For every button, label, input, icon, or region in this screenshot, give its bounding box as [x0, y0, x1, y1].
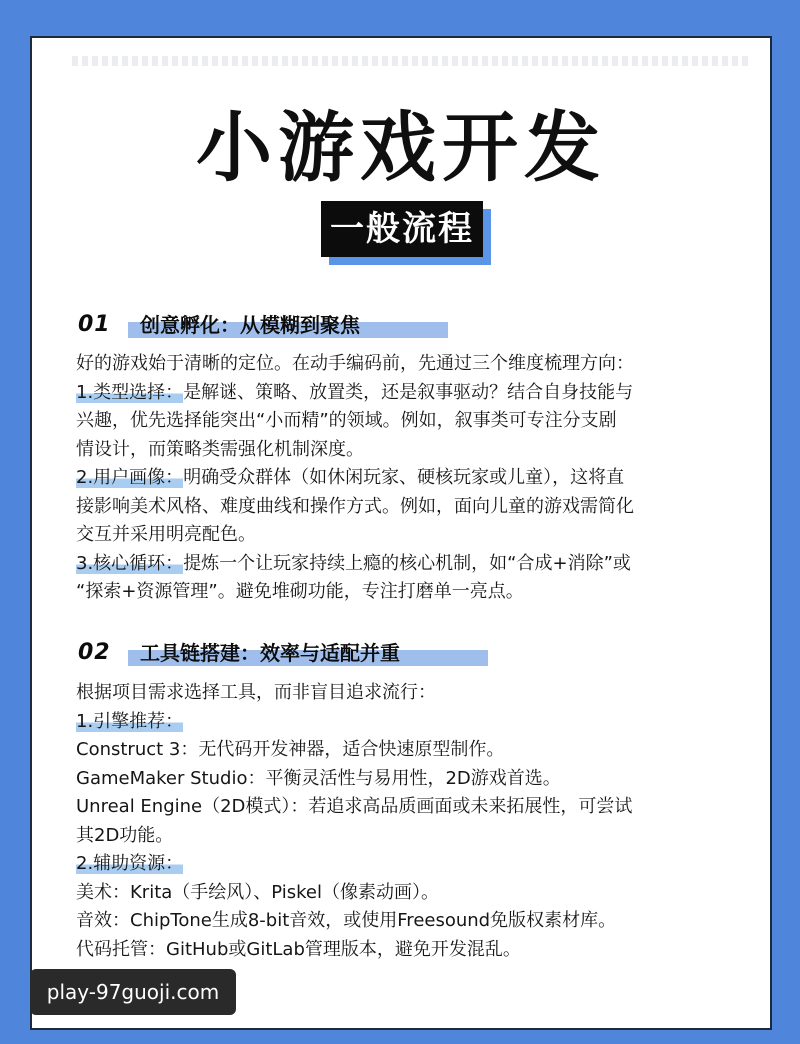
section-number: 01 — [78, 312, 111, 337]
engine-item: 其2D功能。 — [76, 824, 174, 846]
section-intro: 根据项目需求选择工具，而非盲目追求流行： — [76, 682, 436, 703]
section-01-body — [76, 350, 746, 607]
decorative-dash-row — [72, 56, 748, 66]
item-label: 3.核心循环： — [76, 552, 184, 574]
list-item — [76, 550, 746, 579]
section-title: 工具链搭建：效率与适配并重 — [140, 641, 400, 665]
page-title: 小游戏开发 — [196, 103, 606, 192]
item-label: 2.辅助资源： — [76, 853, 184, 874]
item-text: 情设计，而策略类需强化机制深度。 — [76, 438, 364, 460]
resource-item: 美术：Krita（手绘风）、Piskel（像素动画）。 — [76, 881, 439, 903]
poster-card — [30, 36, 772, 1030]
subtitle-badge — [321, 201, 491, 263]
item-label: 1.引擎推荐： — [76, 710, 184, 732]
section-01-header — [78, 310, 458, 340]
item-text: “探索+资源管理”。避免堆砌功能，专注打磨单一亮点。 — [76, 581, 524, 602]
section-title: 创意孵化：从模糊到聚焦 — [140, 313, 360, 337]
subtitle: 一般流程 — [321, 201, 483, 257]
list-item — [76, 708, 746, 737]
list-item — [76, 379, 746, 408]
item-text: 交互并采用明亮配色。 — [76, 524, 256, 545]
item-text: 提炼一个让玩家持续上瘾的核心机制，如“合成+消除”或 — [183, 552, 631, 574]
item-text: 是解谜、策略、放置类，还是叙事驱动？结合自身技能与 — [183, 381, 634, 403]
item-text: 明确受众群体（如休闲玩家、硬核玩家或儿童），这将直 — [183, 467, 625, 488]
item-label: 2.用户画像： — [76, 467, 184, 488]
engine-item: GameMaker Studio：平衡灵活性与易用性，2D游戏首选。 — [76, 767, 561, 789]
section-02-header — [78, 638, 478, 668]
section-number: 02 — [78, 640, 111, 665]
resource-item: 代码托管：GitHub或GitLab管理版本，避免开发混乱。 — [76, 938, 521, 960]
list-item — [76, 850, 746, 879]
section-02-body — [76, 679, 746, 964]
resource-item: 音效：ChipTone生成8-bit音效，或使用Freesound免版权素材库。 — [76, 910, 617, 931]
engine-item: Unreal Engine（2D模式）：若追求高品质画面或未来拓展性，可尝试 — [76, 796, 633, 817]
item-text: 兴趣，优先选择能突出“小而精”的领域。例如，叙事类可专注分支剧 — [76, 410, 617, 431]
list-item — [76, 464, 746, 493]
item-label: 1.类型选择： — [76, 381, 184, 403]
engine-item: Construct 3：无代码开发神器，适合快速原型制作。 — [76, 739, 505, 760]
item-text: 接影响美术风格、难度曲线和操作方式。例如，面向儿童的游戏需简化 — [76, 495, 634, 517]
section-intro: 好的游戏始于清晰的定位。在动手编码前，先通过三个维度梳理方向： — [76, 353, 634, 374]
watermark-badge: play-97guoji.com — [30, 969, 236, 1015]
